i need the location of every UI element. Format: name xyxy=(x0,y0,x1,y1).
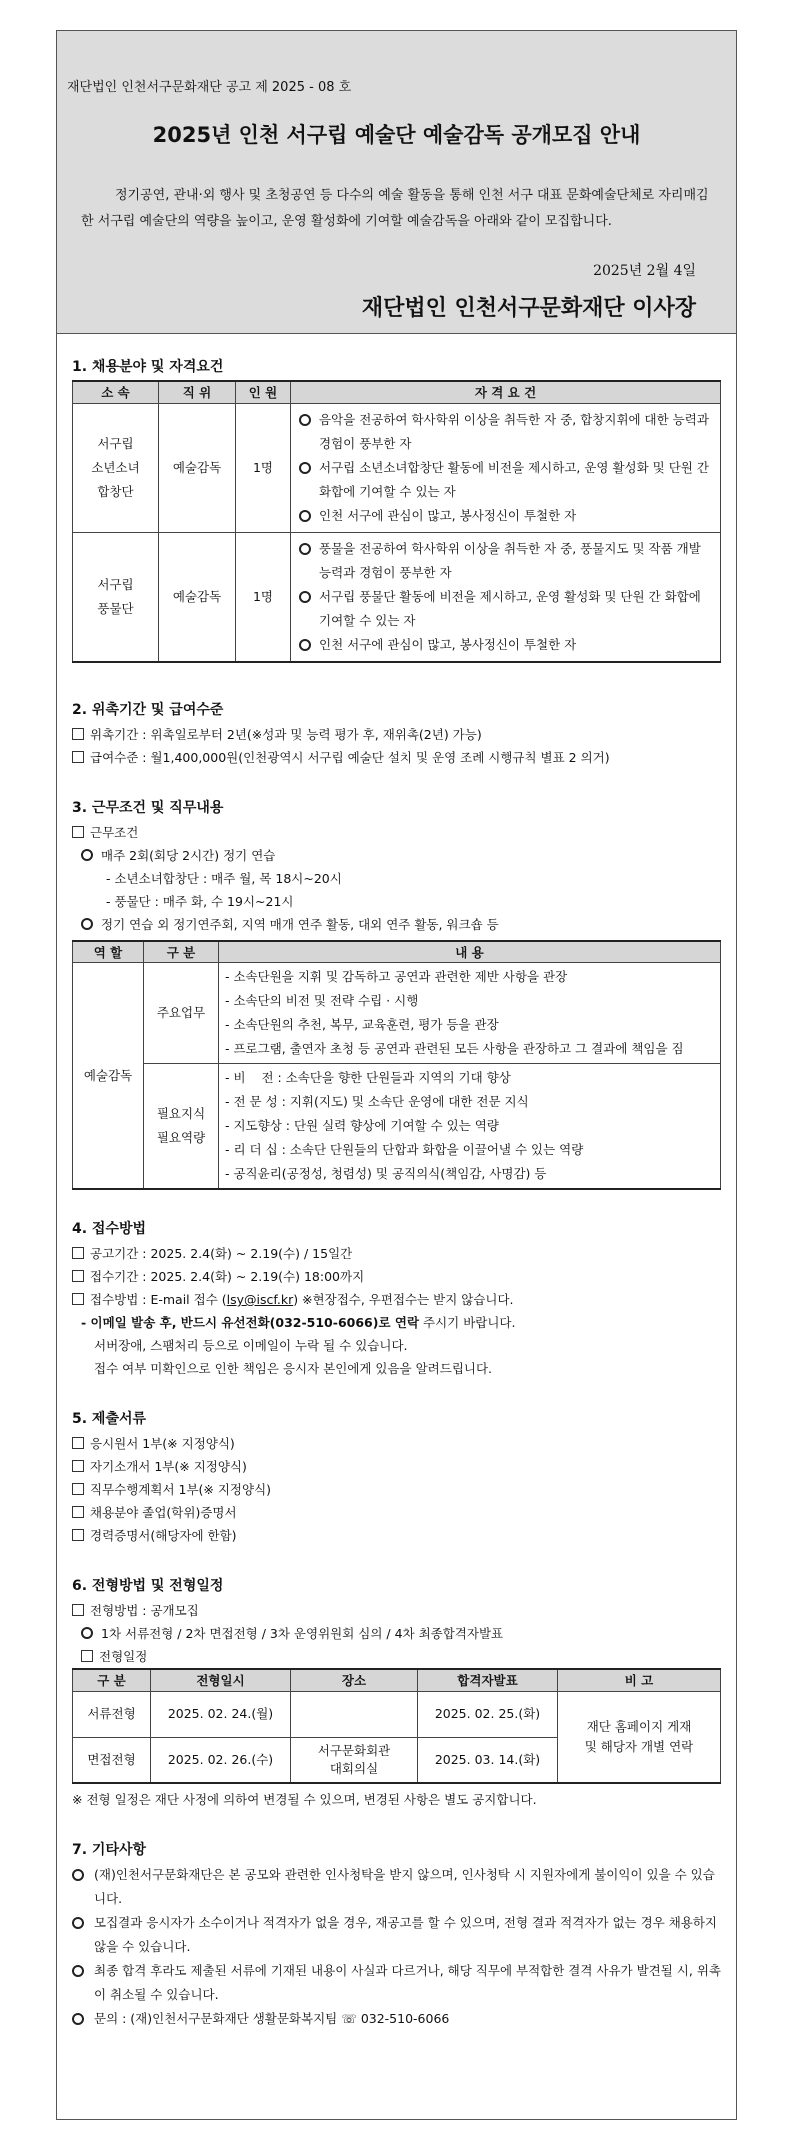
responsibility-notice: 접수 여부 미확인으로 인한 책임은 응시자 본인에게 있음을 알려드립니다. xyxy=(94,1361,493,1376)
document-item: 응시원서 1부(※ 지정양식) xyxy=(72,1432,721,1455)
checkbox-icon xyxy=(72,826,84,838)
section-6-title: 6. 전형방법 및 전형일정 xyxy=(72,1578,224,1594)
position-cell: 예술감독 xyxy=(159,532,236,662)
notice-date: 2025년 2월 4일 xyxy=(593,263,696,279)
signature: 재단법인 인천서구문화재단 이사장 xyxy=(361,296,696,321)
position-cell: 예술감독 xyxy=(159,403,236,532)
col-header: 역 할 xyxy=(73,941,144,963)
circle-bullet-icon xyxy=(299,639,311,651)
intro-text: 정기공연, 관내·외 행사 및 초청공연 등 다수의 예술 활동을 통해 인천 서구 대표 문화예술단체로 자리매김한 서구립 예술단의 역량을 높이고, 운영 활성화에 기여할 예술감독을 아래와 같이 모집합니다. xyxy=(81,188,709,229)
weekly-practice: 매주 2회(회당 2시간) 정기 연습 xyxy=(72,844,721,867)
checkbox-icon xyxy=(72,1270,84,1282)
table-row xyxy=(73,1691,721,1737)
document-item: 경력증명서(해당자에 한함) xyxy=(72,1524,721,1547)
receipt-method: 접수방법 : E-mail 접수 (lsy@iscf.kr) ※현장접수, 우편접수는 받지 않습니다. xyxy=(72,1288,721,1311)
list-item: (재)인천서구문화재단은 본 공모와 관련한 인사청탁을 받지 않으며, 인사청탁 시 지원자에게 불이익이 있을 수 있습니다. xyxy=(72,1863,721,1911)
col-header: 장소 xyxy=(291,1669,418,1691)
schedule-table xyxy=(72,1668,721,1784)
skill-item: - 비 전 : 소속단을 향한 단원들과 지역의 기대 향상 xyxy=(225,1070,511,1085)
col-header: 자 격 요 건 xyxy=(291,381,721,403)
checkbox-icon xyxy=(72,1247,84,1259)
document-item: 채용분야 졸업(학위)증명서 xyxy=(72,1501,721,1524)
col-header: 직 위 xyxy=(159,381,236,403)
requirement-item: 서구립 풍물단 활동에 비전을 제시하고, 운영 활성화 및 단원 간 화합에 기여할 수 있는 자 xyxy=(299,585,714,633)
circle-bullet-icon xyxy=(72,1869,84,1881)
date-cell: 2025. 02. 24.(월) xyxy=(151,1691,291,1737)
list-item: 모집결과 응시자가 소수이거나 적격자가 없을 경우, 재공고를 할 수 있으며, 전형 결과 적격자가 없는 경우 채용하지 않을 수 있습니다. xyxy=(72,1911,721,1959)
circle-bullet-icon xyxy=(299,510,311,522)
table-row xyxy=(73,963,721,1064)
skill-item: - 지도향상 : 단원 실력 향상에 기여할 수 있는 역량 xyxy=(225,1118,499,1133)
table-header-row xyxy=(73,1669,721,1691)
skill-item: - 리 더 십 : 소속단 단원들의 단합과 화합을 이끌어낼 수 있는 역량 xyxy=(225,1142,584,1157)
checkbox-icon xyxy=(72,728,84,740)
circle-bullet-icon xyxy=(81,1627,93,1639)
checkbox-icon xyxy=(72,751,84,763)
checkbox-icon xyxy=(81,1650,93,1662)
result-cell: 2025. 02. 25.(화) xyxy=(418,1691,558,1737)
col-header: 구 분 xyxy=(73,1669,151,1691)
checkbox-icon xyxy=(72,1604,84,1616)
selection-method: 전형방법 : 공개모집 xyxy=(72,1599,721,1622)
qualification-table xyxy=(72,380,721,663)
table-row xyxy=(73,532,721,662)
checkbox-icon xyxy=(72,1529,84,1541)
notice-document xyxy=(56,30,737,2120)
circle-bullet-icon xyxy=(299,591,311,603)
org-cell: 서구립 풍물단 xyxy=(73,532,159,662)
requirement-item: 인천 서구에 관심이 많고, 봉사정신이 투철한 자 xyxy=(299,633,714,657)
notice-period: 공고기간 : 2025. 2.4(화) ~ 2.19(수) / 15일간 xyxy=(72,1242,721,1265)
circle-bullet-icon xyxy=(81,918,93,930)
choir-schedule: - 소년소녀합창단 : 매주 월, 목 18시~20시 xyxy=(106,870,342,886)
requirement-item: 풍물을 전공하여 학사학위 이상을 취득한 자 중, 풍물지도 및 작품 개발 능력과 경험이 풍부한 자 xyxy=(299,537,714,585)
table-header-row xyxy=(73,941,721,963)
circle-bullet-icon xyxy=(72,2013,84,2025)
notice-number: 재단법인 인천서구문화재단 공고 제 2025 - 08 호 xyxy=(67,80,352,95)
requirements-cell xyxy=(291,403,721,532)
extra-activities: 정기 연습 외 정기연주회, 지역 매개 연주 활동, 대외 연주 활동, 워크숍 등 xyxy=(72,913,721,936)
stage-cell: 서류전형 xyxy=(73,1691,151,1737)
duty-item: - 소속단원의 추천, 복무, 교육훈련, 평가 등을 관장 xyxy=(225,1017,499,1032)
duty-item: - 프로그램, 출연자 초청 등 공연과 관련된 모든 사항을 관장하고 그 결과에 책임을 짐 xyxy=(225,1041,684,1056)
col-header: 합격자발표 xyxy=(418,1669,558,1691)
section-7-title: 7. 기타사항 xyxy=(72,1842,147,1858)
role-cell: 예술감독 xyxy=(73,963,144,1190)
skill-item: - 공직윤리(공정성, 청렴성) 및 공직의식(책임감, 사명감) 등 xyxy=(225,1166,547,1181)
duties-table xyxy=(72,940,721,1191)
table-row xyxy=(73,403,721,532)
circle-bullet-icon xyxy=(72,1965,84,1977)
notice-header xyxy=(57,31,736,334)
section-3-title: 3. 근무조건 및 직무내용 xyxy=(72,799,224,816)
result-cell: 2025. 03. 14.(화) xyxy=(418,1737,558,1783)
section-4-title: 4. 접수방법 xyxy=(72,1221,147,1237)
duty-item: - 소속단원을 지휘 및 감독하고 공연과 관련한 제반 사항을 관장 xyxy=(225,969,568,984)
checkbox-icon xyxy=(72,1506,84,1518)
col-header: 소 속 xyxy=(73,381,159,403)
skill-item: - 전 문 성 : 지휘(지도) 및 소속단 운영에 대한 전문 지식 xyxy=(225,1094,529,1109)
skills-cell xyxy=(219,1064,721,1190)
term-line: 위촉기간 : 위촉일로부터 2년(※성과 및 능력 평가 후, 재위촉(2년) 가능) xyxy=(72,723,721,746)
place-cell xyxy=(291,1691,418,1737)
col-header: 구 분 xyxy=(144,941,219,963)
list-item: 최종 합격 후라도 제출된 서류에 기재된 내용이 사실과 다르거나, 해당 직무에 부적합한 결격 사유가 발견될 시, 위촉이 취소될 수 있습니다. xyxy=(72,1959,721,2007)
circle-bullet-icon xyxy=(299,414,311,426)
count-cell: 1명 xyxy=(236,403,291,532)
section-5-title: 5. 제출서류 xyxy=(72,1411,147,1427)
phone-notice: - 이메일 발송 후, 반드시 유선전화(032-510-6066)로 연락 주시기 바랍니다. xyxy=(81,1315,516,1330)
document-item: 직무수행계획서 1부(※ 지정양식) xyxy=(72,1478,721,1501)
stage-cell: 면접전형 xyxy=(73,1737,151,1783)
col-header: 전형일시 xyxy=(151,1669,291,1691)
checkbox-icon xyxy=(72,1483,84,1495)
schedule-label: 전형일정 xyxy=(72,1645,721,1668)
work-conditions-label: 근무조건 xyxy=(72,821,721,844)
requirement-item: 서구립 소년소녀합창단 활동에 비전을 제시하고, 운영 활성화 및 단원 간 화합에 기여할 수 있는 자 xyxy=(299,456,714,504)
email-link[interactable]: lsy@iscf.kr xyxy=(226,1292,294,1307)
schedule-note: ※ 전형 일정은 재단 사정에 의하여 변경될 수 있으며, 변경된 사항은 별도 공지합니다. xyxy=(72,1792,537,1807)
count-cell: 1명 xyxy=(236,532,291,662)
duty-item: - 소속단의 비전 및 전략 수립 · 시행 xyxy=(225,993,419,1008)
duties-cell xyxy=(219,963,721,1064)
requirements-cell xyxy=(291,532,721,662)
skill-label-cell: 필요지식 필요역량 xyxy=(144,1064,219,1190)
selection-steps: 1차 서류전형 / 2차 면접전형 / 3차 운영위원회 심의 / 4차 최종합격자발표 xyxy=(72,1622,721,1645)
checkbox-icon xyxy=(72,1437,84,1449)
section-1-title: 1. 채용분야 및 자격요건 xyxy=(72,359,224,375)
duty-label-cell: 주요업무 xyxy=(144,963,219,1064)
circle-bullet-icon xyxy=(72,1917,84,1929)
requirement-item: 음악을 전공하여 학사학위 이상을 취득한 자 중, 합창지휘에 대한 능력과 경험이 풍부한 자 xyxy=(299,408,714,456)
col-header: 인 원 xyxy=(236,381,291,403)
document-item: 자기소개서 1부(※ 지정양식) xyxy=(72,1455,721,1478)
section-2-title: 2. 위촉기간 및 급여수준 xyxy=(72,701,224,718)
salary-line: 급여수준 : 월1,400,000원(인천광역시 서구립 예술단 설치 및 운영 조례 시행규칙 별표 2 의거) xyxy=(72,746,721,769)
misc-list xyxy=(72,1863,721,2031)
receipt-period: 접수기간 : 2025. 2.4(화) ~ 2.19(수) 18:00까지 xyxy=(72,1265,721,1288)
col-header: 비 고 xyxy=(558,1669,721,1691)
spam-notice: 서버장애, 스팸처리 등으로 이메일이 누락 될 수 있습니다. xyxy=(94,1338,408,1353)
col-header: 내 용 xyxy=(219,941,721,963)
place-cell: 서구문화회관 대회의실 xyxy=(291,1737,418,1783)
circle-bullet-icon xyxy=(299,462,311,474)
pungmul-schedule: - 풍물단 : 매주 화, 수 19시~21시 xyxy=(106,893,294,909)
remark-cell: 재단 홈페이지 게재 및 해당자 개별 연락 xyxy=(558,1691,721,1783)
table-row xyxy=(73,1064,721,1190)
checkbox-icon xyxy=(72,1460,84,1472)
circle-bullet-icon xyxy=(299,543,311,555)
table-header-row xyxy=(73,381,721,403)
circle-bullet-icon xyxy=(81,849,93,861)
page-title: 2025년 인천 서구립 예술단 예술감독 공개모집 안내 xyxy=(152,123,641,147)
date-cell: 2025. 02. 26.(수) xyxy=(151,1737,291,1783)
checkbox-icon xyxy=(72,1293,84,1305)
requirement-item: 인천 서구에 관심이 많고, 봉사정신이 투철한 자 xyxy=(299,504,714,528)
org-cell: 서구립 소년소녀 합창단 xyxy=(73,403,159,532)
contact-item: 문의 : (재)인천서구문화재단 생활문화복지팀 ☏ 032-510-6066 xyxy=(72,2007,721,2031)
